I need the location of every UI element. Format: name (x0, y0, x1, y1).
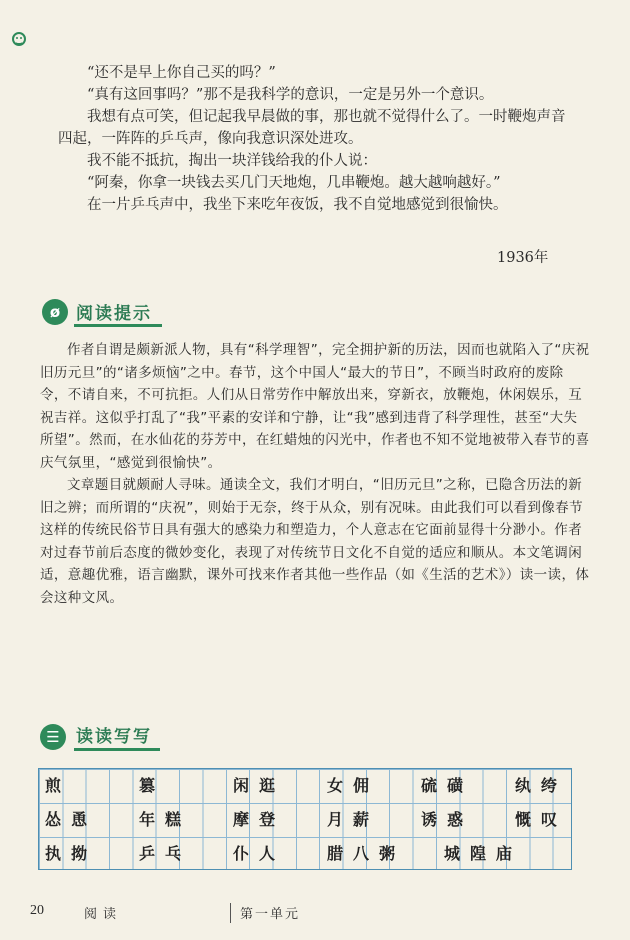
story-paragraph: “还不是早上你自己买的吗？” (87, 65, 276, 81)
story-text (58, 62, 578, 216)
vocab-row (39, 803, 571, 837)
read-write-underline (74, 748, 160, 751)
vocab-word: 腊八粥 (327, 844, 406, 863)
page-footer (30, 903, 600, 925)
vocab-word: 煎 (45, 776, 72, 795)
tips-paragraph: 文章题目就颇耐人寻味。通读全文，我们才明白，“旧历元旦”之称，已隐含历法的新旧之辨；而所谓的“庆祝”，则始于无奈，终于从众，别有况味。由此我们可以看到像春节这样的传统民俗节日具有强大的感染力和塑造力，个人意志在它面前显得十分渺小。作者对过春节前后态度的微妙变化，表现了对传统节日文化不自觉的适应和顺从。本文笔调闲适，意趣优雅，语言幽默，课外可找来作者其他一些作品（如《生活的艺术》）读一读，体会这种文风。 (40, 477, 590, 606)
story-paragraph: “真有这回事吗？”那不是我科学的意识，一定是另外一个意识。 (87, 87, 494, 103)
story-paragraph: 我不能不抵抗，掏出一块洋钱给我的仆人说： (87, 153, 377, 169)
story-paragraph: 我想有点可笑，但记起我早晨做的事，那也就不觉得什么了。一时鞭炮声音四起，一阵阵的乒乓声，像向我意识深处进攻。 (58, 109, 566, 147)
vocab-word: 乒乓 (139, 844, 192, 863)
reading-tips-underline (74, 324, 162, 327)
story-paragraph: 在一片乒乓声中，我坐下来吃年夜饭，我不自觉地感觉到很愉快。 (87, 197, 508, 213)
vocab-word: 女佣 (327, 776, 380, 795)
tips-paragraph: 作者自谓是颇新派人物，具有“科学理智”，完全拥护新的历法，因而也就陷入了“庆祝旧历元旦”的“诸多烦恼”之中。春节，这个中国人“最大的节日”，不顾当时政府的废除令，不请自来，不可抗拒。人们从日常劳作中解放出来，穿新衣，放鞭炮，休闲娱乐，互祝吉祥。这似乎打乱了“我”平素的安详和宁静，让“我”感到违背了科学理性，甚至“大失所望”。然而，在水仙花的芬芳中，在红蜡烛的闪光中，作者也不知不觉地被带入春节的喜庆气氛里，“感觉到很愉快”。 (40, 342, 590, 471)
vocab-word: 慨叹 (515, 810, 568, 829)
vocab-word: 诱惑 (421, 810, 474, 829)
vocab-word: 纨绔 (515, 776, 568, 795)
story-paragraph: “阿秦，你拿一块钱去买几门天地炮，几串鞭炮。越大越响越好。” (87, 175, 501, 191)
vocab-word: 篡 (139, 776, 166, 795)
vocab-row (39, 769, 571, 803)
reading-tips-icon: ø (42, 299, 68, 325)
footer-divider (230, 903, 231, 923)
vocab-word: 月薪 (327, 810, 380, 829)
vocab-word: 执拗 (45, 844, 98, 863)
reading-tips-title: 阅读提示 (76, 304, 152, 324)
smiley-icon (12, 32, 26, 46)
reading-tips-body (40, 339, 590, 609)
story-year: 1936年 (497, 250, 549, 266)
vocab-word: 闲逛 (233, 776, 286, 795)
read-write-icon: ☰ (40, 724, 66, 750)
footer-unit: 第一单元 (240, 907, 301, 922)
read-write-title: 读读写写 (76, 727, 152, 747)
vocabulary-grid (38, 768, 572, 870)
vocab-word: 摩登 (233, 810, 286, 829)
vocab-row (39, 837, 571, 871)
vocab-word: 城隍庙 (444, 844, 523, 863)
page-number: 20 (30, 903, 44, 918)
vocab-word: 仆人 (233, 844, 286, 863)
vocab-word: 怂恿 (45, 810, 98, 829)
footer-section: 阅读 (84, 907, 123, 922)
vocab-word: 年糕 (139, 810, 192, 829)
vocab-word: 硫磺 (421, 776, 474, 795)
